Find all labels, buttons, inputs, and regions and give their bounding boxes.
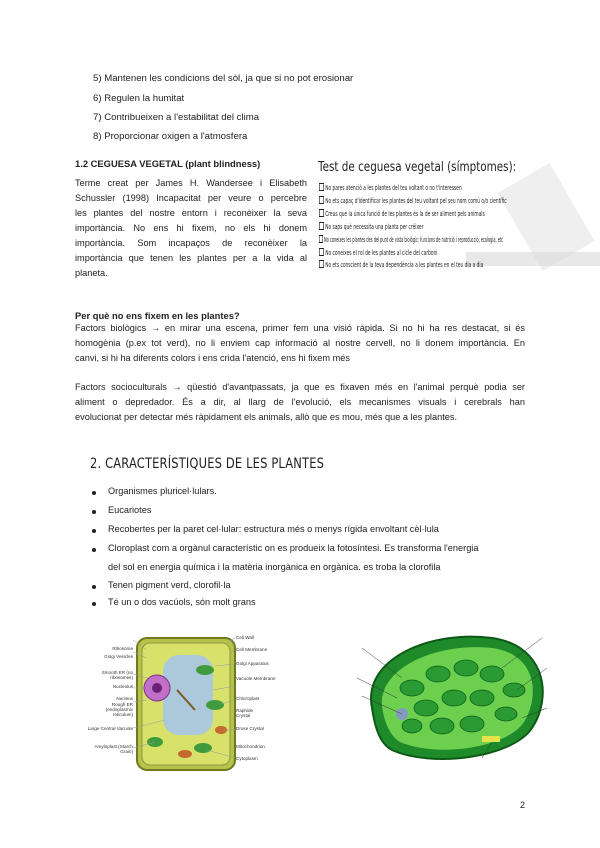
bullet-text: del sol en energia química i la matèria inorgànica en orgànica. es troba la clorofila bbox=[108, 562, 441, 572]
list-item: 7) Contribueixen a l'estabilitat del clima bbox=[93, 112, 260, 123]
checklist-item bbox=[319, 235, 503, 244]
watermark bbox=[466, 252, 600, 266]
label-golgi-vesicles: Golgi Vesicles bbox=[104, 654, 133, 659]
checkbox-icon bbox=[319, 248, 324, 256]
checkbox-icon bbox=[319, 183, 324, 191]
checkbox-icon bbox=[319, 196, 324, 204]
paragraph-line: Schussler (1998) Incapacitat per veure o percebre bbox=[75, 193, 307, 203]
paragraph-line: importància que tenen les plantes per a la vida al bbox=[75, 253, 307, 263]
label-raphide-crystal: Raphide Crystal bbox=[236, 708, 254, 718]
label-mitochondrion: Mitochondrion bbox=[236, 744, 265, 749]
checkbox-icon bbox=[319, 209, 324, 217]
checklist-text: No ets conscient de la teva dependència a les plantes en el teu dia a dia bbox=[325, 261, 484, 269]
label-cell-membrane: Cell Membrane bbox=[236, 647, 268, 652]
checklist-text: No ets capaç d'identificar les plantes del teu voltant pel seu nom comú o/o científic bbox=[325, 197, 507, 205]
checklist-item bbox=[319, 196, 507, 205]
checklist-item bbox=[319, 260, 483, 269]
paragraph-line: homogènia (p.ex tot verd), no li enviem cap informació al nostre cervell, no li donem importància. En bbox=[75, 338, 525, 348]
chloroplast-illustration bbox=[342, 618, 562, 770]
paragraph-line: aliment o depredador. És a dir, al llarg de l'evolució, els mecanismes visuals i cerebrals han bbox=[75, 397, 525, 407]
label-vacuole-membrane: Vacuole Membrane bbox=[236, 676, 276, 681]
checklist-text: No coneixes les plantes des del punt de vista biològic: funcions de nutrició i reproducció, ecologia, etc bbox=[324, 236, 504, 244]
checkbox-icon bbox=[319, 222, 324, 230]
checklist-item bbox=[319, 248, 437, 257]
checklist-text: No saps què necessita una planta per créixer bbox=[325, 223, 424, 231]
chloroplast-diagram bbox=[342, 618, 562, 770]
bullet-text: Recobertes per la paret cel·lular: estructura més o menys rígida envoltant cèl·lula bbox=[108, 524, 439, 534]
bio-paragraph bbox=[75, 321, 525, 366]
label-ribosome: Ribosome bbox=[112, 646, 133, 651]
label-chloroplast: Chloroplast bbox=[236, 696, 260, 701]
checklist-item bbox=[319, 209, 485, 218]
bullet-text: Eucariotes bbox=[108, 505, 152, 515]
section-heading: 1.2 CEGUESA VEGETAL (plant blindness) bbox=[75, 158, 261, 169]
page-number: 2 bbox=[520, 800, 526, 810]
paragraph-line: importància. Som incapaços de reconèixer la bbox=[75, 238, 307, 248]
section-paragraph bbox=[75, 176, 307, 281]
paragraph-line: planeta. bbox=[75, 268, 108, 278]
list-item: 8) Proporcionar oxigen a l'atmosfera bbox=[93, 131, 248, 142]
label-nucleus: Nucleus bbox=[116, 696, 133, 701]
paragraph-line: canvi, si hi ha diferents colors i ens crida l'atenció, ens hi fixem més bbox=[75, 353, 350, 363]
checklist-text: No pares atenció a les plantes del teu voltant o no t'interessen bbox=[325, 184, 462, 192]
label-central-vacuole: Large Central Vacuole bbox=[87, 726, 133, 731]
label-amyloplast: Amyloplast (Starch Grain) bbox=[94, 744, 133, 754]
label-druse-crystal: Druse Crystal bbox=[236, 726, 264, 731]
socio-paragraph bbox=[75, 380, 525, 425]
paragraph-line: Factors socioculturals → qüestió d'avantpassats, ja que es fixaven més en l'animal perquè podia ser bbox=[75, 382, 525, 392]
list-item: 6) Regulen la humitat bbox=[93, 93, 185, 104]
paragraph-line: importància. No ens hi fixem, no els hi donem bbox=[75, 223, 307, 233]
list-item: 5) Mantenen les condicions del sòl, ja que si no pot erosionar bbox=[93, 73, 354, 84]
label-nucleolus: Nucleolus bbox=[112, 684, 133, 689]
checklist-item bbox=[319, 222, 423, 231]
bullet-text: Organismes pluricel·lulars. bbox=[108, 486, 217, 496]
label-cell-wall: Cell Wall bbox=[236, 635, 254, 640]
paragraph-line: Factors biològics → en mirar una escena, primer fem una visió ràpida. Si no hi ha res destacat, si és bbox=[75, 323, 525, 333]
checklist-text: Creus que la única funció de les plantes és la de ser aliment pels animals bbox=[325, 210, 485, 218]
label-cytoplasm: Cytoplasm bbox=[236, 756, 258, 761]
checklist-item bbox=[319, 183, 462, 192]
bullet-text: Cloroplast com a orgànul característic on es produeix la fotosíntesi. Es transforma l'energia bbox=[108, 543, 479, 553]
paragraph-line: evolucionat per detectar més ràpidament els animals, allò que es mou, més que a les plantes. bbox=[75, 412, 457, 422]
paragraph-line: Terme creat per James H. Wandersee i Elisabeth bbox=[75, 178, 307, 188]
plant-cell-diagram bbox=[85, 630, 295, 780]
test-title: Test de ceguesa vegetal (símptomes): bbox=[318, 160, 517, 175]
label-golgi-apparatus: Golgi Apparatus bbox=[236, 661, 269, 666]
paragraph-line: les plantes del nostre entorn i reconèixer la seva bbox=[75, 208, 307, 218]
why-heading: Per què no ens fixem en les plantes? bbox=[75, 310, 240, 321]
checkbox-icon bbox=[319, 235, 323, 243]
section-title: 2. CARACTERÍSTIQUES DE LES PLANTES bbox=[90, 456, 325, 472]
checklist-text: No coneixes el rol de les plantes al cicle del carboni bbox=[325, 249, 438, 257]
label-rough-er: Rough ER (endoplasmic reticulum) bbox=[105, 702, 133, 717]
checkbox-icon bbox=[319, 260, 324, 268]
bullet-text: Té un o dos vacúols, són molt grans bbox=[108, 597, 256, 607]
bullet-text: Tenen pigment verd, clorofil·la bbox=[108, 580, 231, 590]
label-smooth-er: Smooth ER (no ribosomes) bbox=[101, 670, 133, 680]
